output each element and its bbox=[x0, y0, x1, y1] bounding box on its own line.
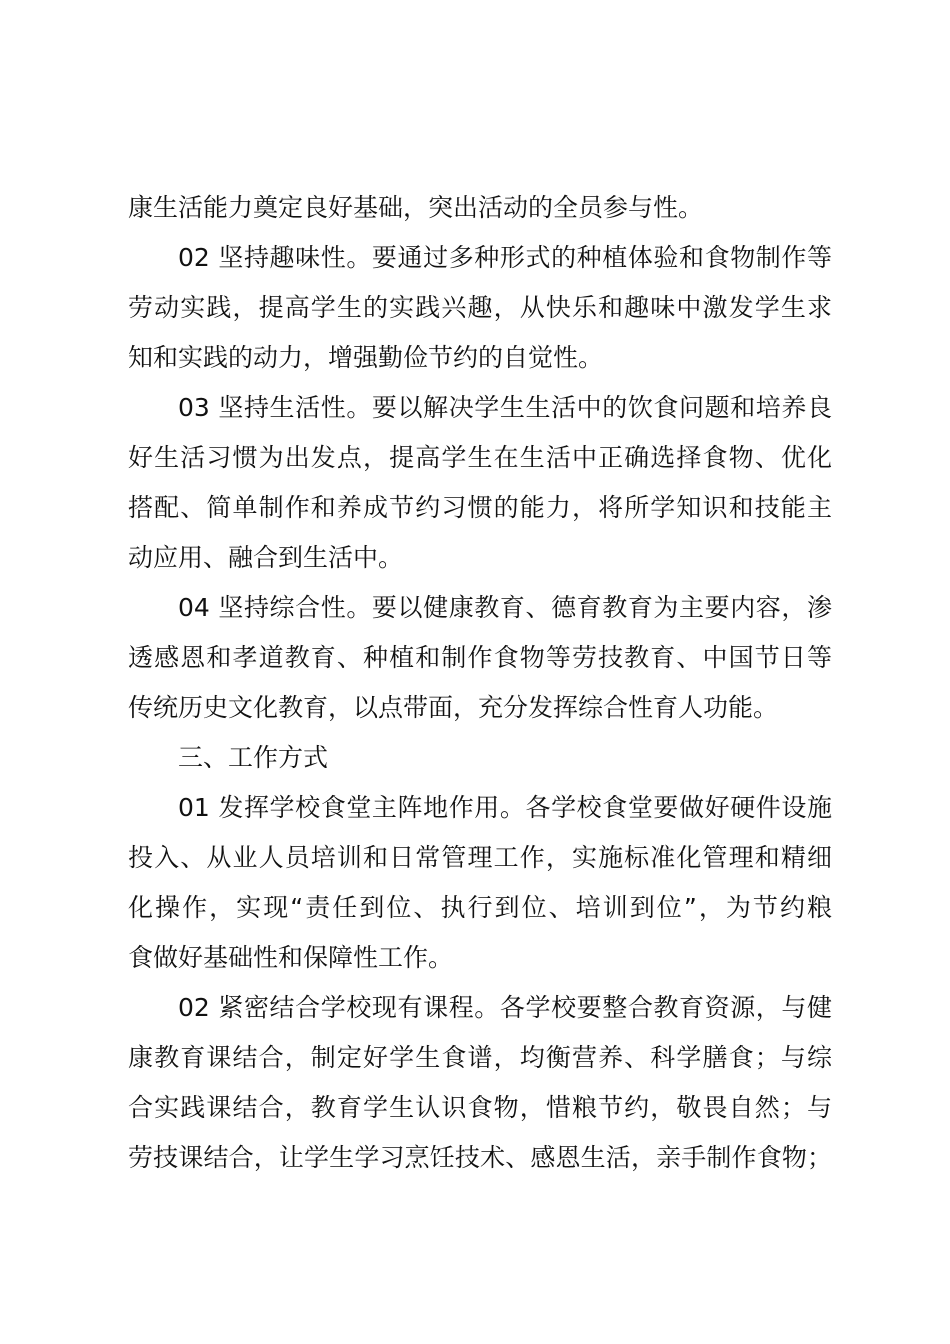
text-line: 劳技课结合，让学生学习烹饪技术、感恩生活，亲手制作食物； bbox=[128, 1143, 832, 1172]
text-line: 康生活能力奠定良好基础，突出活动的全员参与性。 bbox=[128, 193, 704, 222]
text-line: 好生活习惯为出发点，提高学生在生活中正确选择食物、优化 bbox=[128, 443, 832, 472]
text-line: 投入、从业人员培训和日常管理工作，实施标准化管理和精细 bbox=[128, 843, 832, 872]
text-line: 04 坚持综合性。要以健康教育、德育教育为主要内容，渗 bbox=[178, 593, 832, 622]
text-line: 劳动实践，提高学生的实践兴趣，从快乐和趣味中激发学生求 bbox=[128, 293, 832, 322]
text-line: 知和实践的动力，增强勤俭节约的自觉性。 bbox=[128, 343, 604, 372]
text-line: 食做好基础性和保障性工作。 bbox=[128, 943, 454, 972]
text-line: 02 坚持趣味性。要通过多种形式的种植体验和食物制作等 bbox=[178, 243, 832, 272]
text-line: 03 坚持生活性。要以解决学生生活中的饮食问题和培养良 bbox=[178, 393, 832, 422]
text-line: 合实践课结合，教育学生认识食物，惜粮节约，敬畏自然；与 bbox=[128, 1093, 832, 1122]
document-body bbox=[128, 183, 832, 1183]
section-heading: 三、工作方式 bbox=[178, 743, 329, 772]
text-line: 透感恩和孝道教育、种植和制作食物等劳技教育、中国节日等 bbox=[128, 643, 832, 672]
text-line: 搭配、简单制作和养成节约习惯的能力，将所学知识和技能主 bbox=[128, 493, 832, 522]
text-line: 动应用、融合到生活中。 bbox=[128, 543, 404, 572]
text-line: 传统历史文化教育，以点带面，充分发挥综合性育人功能。 bbox=[128, 693, 779, 722]
text-line: 康教育课结合，制定好学生食谱，均衡营养、科学膳食；与综 bbox=[128, 1043, 832, 1072]
text-line: 01 发挥学校食堂主阵地作用。各学校食堂要做好硬件设施 bbox=[178, 793, 832, 822]
text-line: 02 紧密结合学校现有课程。各学校要整合教育资源，与健 bbox=[178, 993, 832, 1022]
text-line: 化操作，实现“责任到位、执行到位、培训到位”，为节约粮 bbox=[128, 893, 832, 922]
